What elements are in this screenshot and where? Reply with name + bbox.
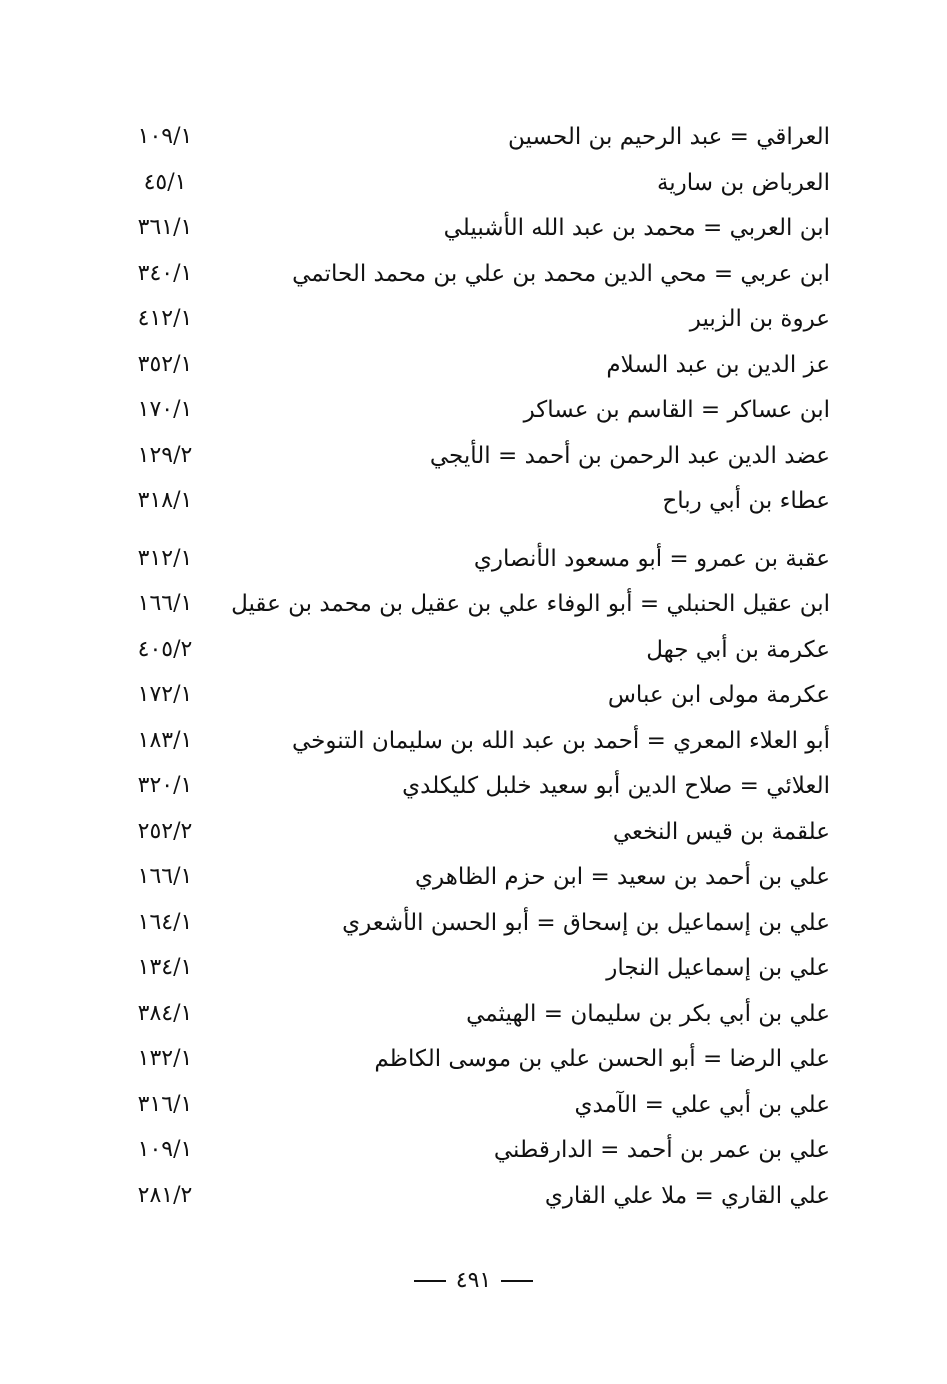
entry-name: عز الدين بن عبد السلام	[606, 351, 830, 378]
index-entry	[120, 815, 830, 861]
entry-reference: ١٧٠/١	[137, 397, 193, 422]
entry-name: ابن عساكر = القاسم بن عساكر	[523, 397, 830, 423]
index-entry	[120, 1179, 830, 1225]
index-entry	[120, 393, 830, 439]
index-entry	[120, 951, 830, 997]
index-entry	[120, 302, 830, 348]
index-entry	[120, 120, 830, 166]
entry-name: ابن عقيل الحنبلي = أبو الوفاء علي بن عقيل بن محمد بن عقيل	[231, 591, 830, 617]
index-entry	[120, 724, 830, 770]
footer-dash	[501, 1280, 533, 1282]
entry-reference: ٢٨١/٢	[137, 1182, 193, 1208]
index-entry	[120, 211, 830, 257]
index-entry	[120, 587, 830, 633]
entry-name: علي القاري = ملا علي القاري	[544, 1182, 830, 1209]
entry-name: ابن العربي = محمد بن عبد الله الأشبيلي	[443, 215, 830, 241]
entry-reference: ١٨٣/١	[137, 727, 193, 753]
entry-name: عقبة بن عمرو = أبو مسعود الأنصاري	[473, 545, 830, 572]
entry-reference: ١٦٦/١	[137, 591, 193, 616]
entry-name: علي بن أبي علي = الآمدي	[574, 1091, 830, 1118]
entry-reference: ٤١٢/١	[137, 306, 193, 331]
footer-dash	[414, 1280, 446, 1282]
entry-reference: ٣٨٤/١	[137, 1000, 193, 1026]
entry-name: ابن عربي = محي الدين محمد بن علي بن محمد الحاتمي	[292, 260, 830, 287]
entry-name: علقمة بن قيس النخعي	[612, 818, 830, 845]
index-entry	[120, 257, 830, 303]
entry-reference: ٣١٢/١	[137, 545, 193, 571]
index-entry	[120, 1133, 830, 1179]
entry-name: العلائي = صلاح الدين أبو سعيد خلبل كليكلدي	[402, 773, 830, 799]
entry-reference: ٣٥٢/١	[137, 351, 193, 377]
entry-reference: ١٦٦/١	[137, 864, 193, 889]
index-entry	[120, 542, 830, 588]
entry-name: عطاء بن أبي رباح	[662, 488, 830, 514]
entry-name: عروة بن الزبير	[689, 306, 830, 332]
index-entry	[120, 860, 830, 906]
index-entry	[120, 348, 830, 394]
index-entry	[120, 906, 830, 952]
page-number: ٤٩١	[455, 1268, 492, 1293]
entry-reference: ١٠٩/١	[137, 124, 193, 149]
entry-name: عكرمة بن أبي جهل	[646, 636, 830, 663]
entry-name: علي بن إسماعيل النجار	[606, 955, 830, 981]
entry-reference: ١٣٤/١	[137, 955, 193, 980]
index-entry	[120, 1042, 830, 1088]
entry-name: عضد الدين عبد الرحمن بن أحمد = الأيجي	[429, 442, 830, 469]
entry-name: علي بن أبي بكر بن سليمان = الهيثمي	[466, 1000, 830, 1027]
entry-reference: ٣٢٠/١	[137, 773, 193, 798]
entry-name: العراقي = عبد الرحيم بن الحسين	[508, 124, 830, 150]
index-entry	[120, 997, 830, 1043]
index-entries	[120, 120, 830, 1224]
index-entry	[120, 633, 830, 679]
entry-reference: ٣٦١/١	[137, 215, 193, 240]
entry-name: علي بن إسماعيل بن إسحاق = أبو الحسن الأشعري	[342, 909, 830, 936]
entry-reference: ١٦٤/١	[137, 909, 193, 935]
entry-reference: ١٧٢/١	[137, 682, 193, 707]
entry-reference: ١٢٩/٢	[137, 442, 193, 468]
index-entry	[120, 1088, 830, 1134]
index-entry	[120, 484, 830, 530]
entry-reference: ٣١٨/١	[137, 488, 193, 513]
entry-name: علي بن عمر بن أحمد = الدارقطني	[493, 1137, 830, 1163]
entry-name: أبو العلاء المعري = أحمد بن عبد الله بن سليمان التنوخي	[291, 727, 830, 754]
entry-reference: ١٠٩/١	[137, 1137, 193, 1162]
entry-reference: ١٣٢/١	[137, 1046, 193, 1071]
entry-name: العرباض بن سارية	[656, 169, 830, 196]
entry-name: علي الرضا = أبو الحسن علي بن موسى الكاظم	[374, 1046, 830, 1072]
entry-name: عكرمة مولى ابن عباس	[607, 682, 830, 708]
entry-reference: ٤٥/١	[143, 169, 187, 195]
index-entry	[120, 166, 830, 212]
entry-reference: ٤٠٥/٢	[137, 636, 193, 662]
entry-reference: ٣٤٠/١	[137, 260, 193, 286]
entry-reference: ٣١٦/١	[137, 1091, 193, 1117]
index-entry	[120, 678, 830, 724]
entry-name: علي بن أحمد بن سعيد = ابن حزم الظاهري	[415, 864, 830, 890]
index-entry	[120, 439, 830, 485]
entry-reference: ٢٥٢/٢	[137, 818, 193, 844]
index-entry	[120, 769, 830, 815]
page-footer	[0, 1268, 947, 1293]
